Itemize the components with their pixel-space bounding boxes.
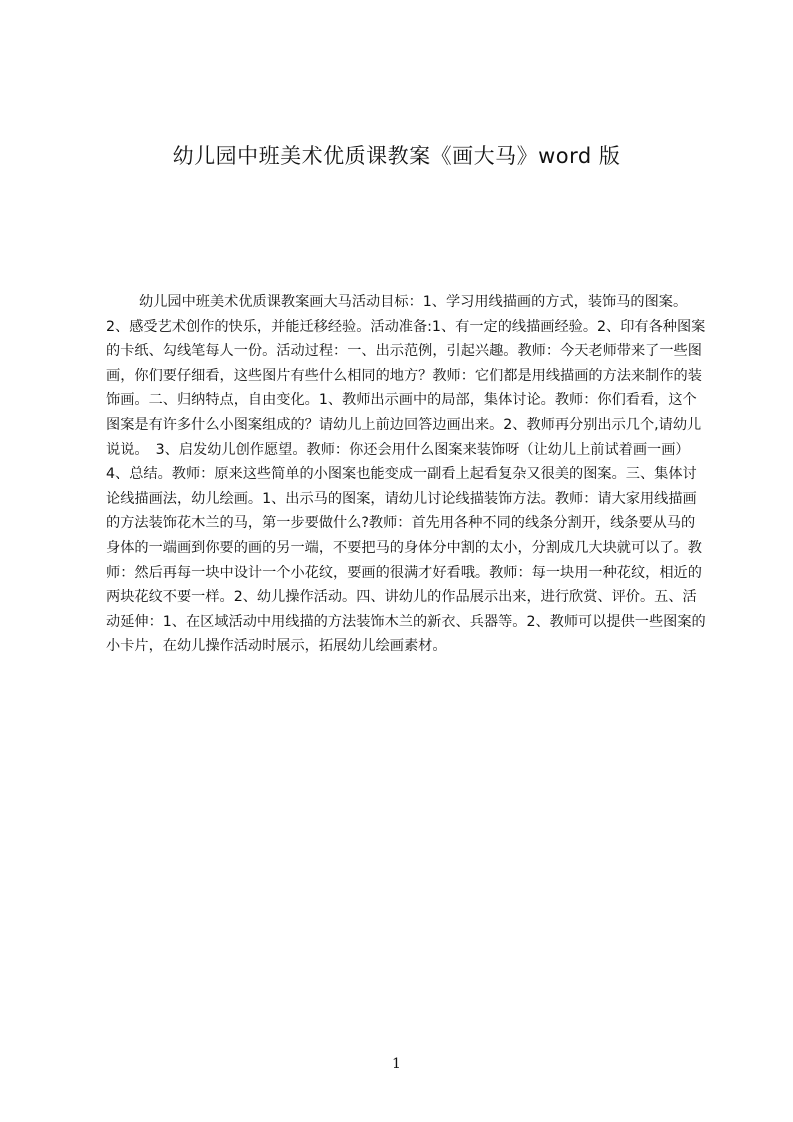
document-body-paragraph: 幼儿园中班美术优质课教案画大马活动目标：1、学习用线描画的方式，装饰马的图案。2、感受艺术创作的快乐，并能迁移经验。活动准备:1、有一定的线描画经验。2、印有各种图案的卡纸、勾线笔每人一份。活动过程：一、出示范例，引起兴趣。教师：今天老师带来了一些图画，你们要仔细看，这些图片有些什么相同的地方？教师：它们都是用线描画的方法来制作的装饰画。二、归纳特点，自由变化。1、教师出示画中的局部，集体讨论。教师：你们看看，这个图案是有许多什么小图案组成的？请幼儿上前边回答边画出来。2、教师再分别出示几个,请幼儿说说。 3、启发幼儿创作愿望。教师：你还会用什么图案来装饰呀（让幼儿上前试着画一画）4、总结。教师：原来这些简单的小图案也能变成一副看上起看复杂又很美的图案。三、集体讨论线描画法，幼儿绘画。1、出示马的图案，请幼儿讨论线描装饰方法。教师：请大家用线描画的方法装饰花木兰的马，第一步要做什么?教师：首先用各种不同的线条分割开，线条要从马的身体的一端画到你要的画的另一端，不要把马的身体分中割的太小，分割成几大块就可以了。教师：然后再每一块中设计一个小花纹，要画的很满才好看哦。教师：每一块用一种花纹，相近的两块花纹不要一样。2、幼儿操作活动。四、讲幼儿的作品展示出来，进行欣赏、评价。五、活动延伸：1、在区域活动中用线描的方法装饰木兰的新衣、兵器等。2、教师可以提供一些图案的小卡片，在幼儿操作活动时展示，拓展幼儿绘画素材。 <box>106 294 706 655</box>
page-number: 1 <box>392 1056 401 1072</box>
document-title: 幼儿园中班美术优质课教案《画大马》word 版 <box>172 144 621 168</box>
